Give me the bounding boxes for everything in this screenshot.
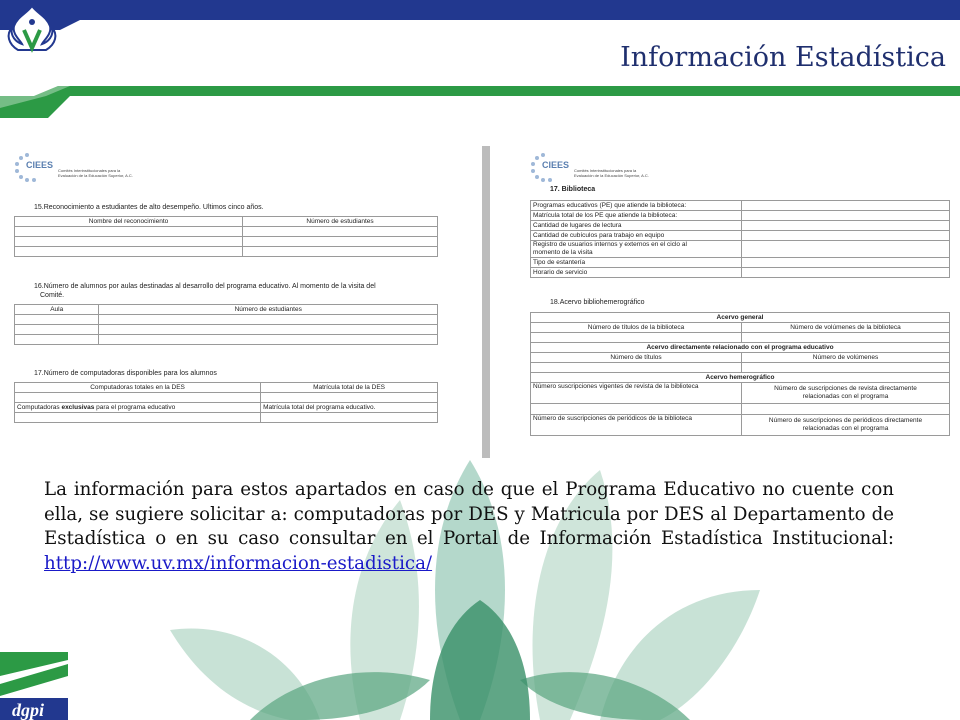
table-cell (15, 237, 243, 247)
table-cell (15, 403, 261, 413)
table-cell: Matrícula total de los PE que atiende la biblioteca: (531, 211, 742, 221)
section-15-title: 15.Reconocimiento a estudiantes de alto desempeño. Ultimos cinco años. (34, 204, 264, 211)
table-cell (742, 404, 950, 415)
table-cell: Cantidad de cubículos para trabajo en equipo (531, 231, 742, 241)
org-name-line: Evaluación de la Educación Superior, A.C. (574, 173, 649, 178)
left-document-image (10, 146, 440, 436)
table-17 (14, 382, 438, 423)
table-header: Nombre del reconocimiento (15, 217, 243, 227)
table-cell (531, 404, 742, 415)
table-cell (742, 268, 950, 278)
table-cell: Programas educativos (PE) que atiende la biblioteca: (531, 201, 742, 211)
dgpi-logo-icon (0, 698, 68, 720)
org-name-line: Comités Interinstitucionales para la (58, 168, 121, 173)
table-cell: Horario de servicio (531, 268, 742, 278)
table-header: Número de títulos (531, 353, 742, 363)
table-cell (742, 221, 950, 231)
cell-line: Número de suscripciones de revista directamente (774, 385, 917, 392)
cell-line: Registro de usuarios internos y externos en el ciclo al (533, 241, 687, 248)
table-cell: Número de suscripciones de periódicos de la biblioteca (531, 415, 742, 436)
table-cell (15, 335, 99, 345)
page-title: Información Estadística (620, 42, 946, 73)
table-cell (531, 363, 742, 373)
table-cell (15, 413, 261, 423)
section-16-title: 16.Número de alumnos por aulas destinadas al desarrollo del programa educativo. Al momento de la visita del (34, 283, 376, 290)
table-cell: Tipo de estantería (531, 258, 742, 268)
table-cell (15, 393, 261, 403)
table-cell (742, 258, 950, 268)
table-cell (261, 393, 438, 403)
section-18-title: 18.Acervo bibliohemerográfico (550, 299, 645, 306)
table-cell: Número suscripciones vigentes de revista de la biblioteca (531, 383, 742, 404)
cell-text: Computadoras (17, 403, 60, 411)
table-header: Número de estudiantes (243, 217, 438, 227)
table-cell (15, 227, 243, 237)
table-cell (15, 315, 99, 325)
table-cell (742, 333, 950, 343)
table-cell (15, 247, 243, 257)
ciees-logo-text: CIEES (26, 160, 54, 170)
table-group-header: Acervo directamente relacionado con el programa educativo (531, 343, 950, 353)
org-name-line: Comités Interinstitucionales para la (574, 168, 637, 173)
org-name-line: Evaluación de la Educación Superior, A.C. (58, 173, 133, 178)
table-group-header: Acervo hemerográfico (531, 373, 950, 383)
table-cell (531, 241, 742, 258)
table-cell (742, 211, 950, 221)
table-15 (14, 216, 438, 257)
header-green-band (0, 86, 960, 118)
table-header: Aula (15, 305, 99, 315)
table-cell (742, 201, 950, 211)
section-16-title-cont: Comité. (40, 292, 65, 299)
table-cell (99, 325, 438, 335)
table-cell (243, 247, 438, 257)
table-acervo (530, 312, 950, 436)
paragraph-text: La información para estos apartados en caso de que el Programa Educativo no cuente con ella, se sugiere solicitar a: computadoras por DES y Matricula por DES al Departamento de Estadística o en su caso consultar en el Portal de Información Estadística Institucional: (44, 479, 894, 549)
table-cell: Matrícula total del programa educativo. (261, 403, 438, 413)
section-17-title: 17.Número de computadoras disponibles para los alumnos (34, 370, 217, 377)
table-cell (99, 315, 438, 325)
table-cell (531, 333, 742, 343)
table-cell (15, 325, 99, 335)
info-paragraph (44, 478, 894, 576)
footer-stripes (0, 652, 68, 696)
table-cell (742, 231, 950, 241)
dgpi-logo-text: dgpi (12, 700, 45, 720)
table-header: Computadoras totales en la DES (15, 383, 261, 393)
cell-line: relacionadas con el programa (802, 425, 889, 432)
table-cell (243, 227, 438, 237)
table-header: Número de volúmenes de la biblioteca (742, 323, 950, 333)
table-cell (742, 415, 950, 436)
table-16 (14, 304, 438, 345)
cell-text: para el programa educativo (96, 403, 176, 411)
table-cell (742, 383, 950, 404)
table-cell: Cantidad de lugares de lectura (531, 221, 742, 231)
table-header: Número de estudiantes (99, 305, 438, 315)
portal-link[interactable]: http://www.uv.mx/informacion-estadistica/ (44, 552, 433, 574)
table-cell (243, 237, 438, 247)
table-header: Número de títulos de la biblioteca (531, 323, 742, 333)
table-header: Matrícula total de la DES (261, 383, 438, 393)
cell-line: Número de suscripciones de periódicos directamente (768, 417, 923, 424)
table-biblioteca (530, 200, 950, 278)
table-group-header: Acervo general (531, 313, 950, 323)
table-cell (99, 335, 438, 345)
table-cell (742, 241, 950, 258)
cell-line: momento de la visita (533, 249, 593, 256)
cell-text-bold: exclusivas (61, 403, 95, 411)
header-blue-band (0, 0, 960, 30)
section-17-biblioteca-title: 17. Biblioteca (550, 186, 596, 193)
table-cell (261, 413, 438, 423)
document-divider (482, 146, 490, 458)
cell-line: relacionadas con el programa (802, 393, 889, 400)
table-cell (742, 363, 950, 373)
right-document-image (526, 146, 952, 458)
table-header: Número de volúmenes (742, 353, 950, 363)
ciees-logo-text: CIEES (542, 160, 570, 170)
